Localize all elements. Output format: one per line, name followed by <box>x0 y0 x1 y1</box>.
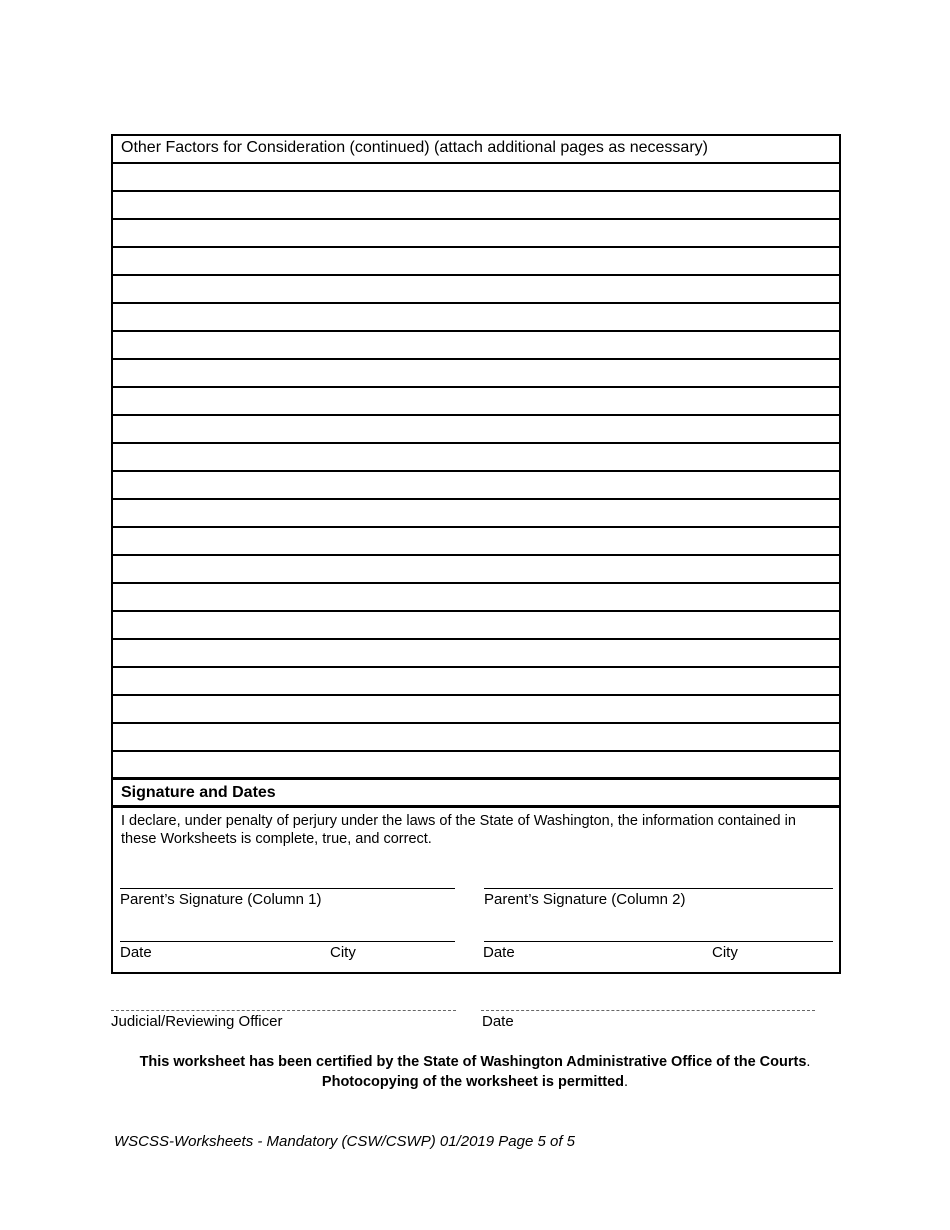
officer-date-label: Date <box>482 1013 514 1030</box>
officer-date-line[interactable] <box>481 1010 815 1011</box>
blank-entry-row[interactable] <box>113 554 839 582</box>
blank-entry-row[interactable] <box>113 386 839 414</box>
blank-entry-row[interactable] <box>113 470 839 498</box>
page-footer: WSCSS-Worksheets - Mandatory (CSW/CSWP) 01/2019 Page 5 of 5 <box>114 1133 575 1150</box>
blank-entry-row[interactable] <box>113 638 839 666</box>
parent1-date-label: Date <box>120 944 152 961</box>
blank-entry-row[interactable] <box>113 750 839 778</box>
blank-entry-row[interactable] <box>113 218 839 246</box>
parent2-signature-label: Parent’s Signature (Column 2) <box>484 891 686 908</box>
parent1-date-city-line[interactable] <box>120 941 455 942</box>
certification-line2: Photocopying of the worksheet is permitted <box>321 1074 625 1090</box>
declaration-text: I declare, under penalty of perjury under the laws of the State of Washington, the information contained in these Worksheets is complete, true, and correct. <box>121 813 796 847</box>
parent1-signature-line[interactable] <box>120 888 455 889</box>
parent2-signature-line[interactable] <box>484 888 833 889</box>
blank-entry-row[interactable] <box>113 498 839 526</box>
blank-entry-row[interactable] <box>113 246 839 274</box>
blank-entry-row[interactable] <box>113 526 839 554</box>
parent1-city-label: City <box>330 944 356 961</box>
other-factors-header: Other Factors for Consideration (continued) (attach additional pages as necessary) <box>121 139 708 156</box>
parent1-signature-label: Parent’s Signature (Column 1) <box>120 891 322 908</box>
parent2-date-city-line[interactable] <box>484 941 833 942</box>
blank-entry-row[interactable] <box>113 582 839 610</box>
blank-entry-row[interactable] <box>113 190 839 218</box>
blank-entry-row[interactable] <box>113 694 839 722</box>
parent2-city-label: City <box>712 944 738 961</box>
blank-entry-row[interactable] <box>113 610 839 638</box>
parent2-date-label: Date <box>483 944 515 961</box>
other-factors-table <box>111 134 841 780</box>
blank-entry-row[interactable] <box>113 442 839 470</box>
blank-entry-row[interactable] <box>113 414 839 442</box>
certification-line1: This worksheet has been certified by the State of Washington Administrative Office of the Courts <box>139 1054 807 1070</box>
certification-notice: This worksheet has been certified by the State of Washington Administrative Office of the Courts. Photocopying of the worksheet is permitted. <box>139 1054 811 1090</box>
blank-entry-row[interactable] <box>113 302 839 330</box>
blank-entry-row[interactable] <box>113 722 839 750</box>
blank-entry-row[interactable] <box>113 274 839 302</box>
signature-section-title: Signature and Dates <box>113 779 839 808</box>
blank-entry-row[interactable] <box>113 666 839 694</box>
officer-label: Judicial/Reviewing Officer <box>111 1013 283 1030</box>
blank-entry-row[interactable] <box>113 330 839 358</box>
blank-entry-row[interactable] <box>113 162 839 190</box>
officer-signature-line[interactable] <box>111 1010 456 1011</box>
blank-entry-row[interactable] <box>113 358 839 386</box>
